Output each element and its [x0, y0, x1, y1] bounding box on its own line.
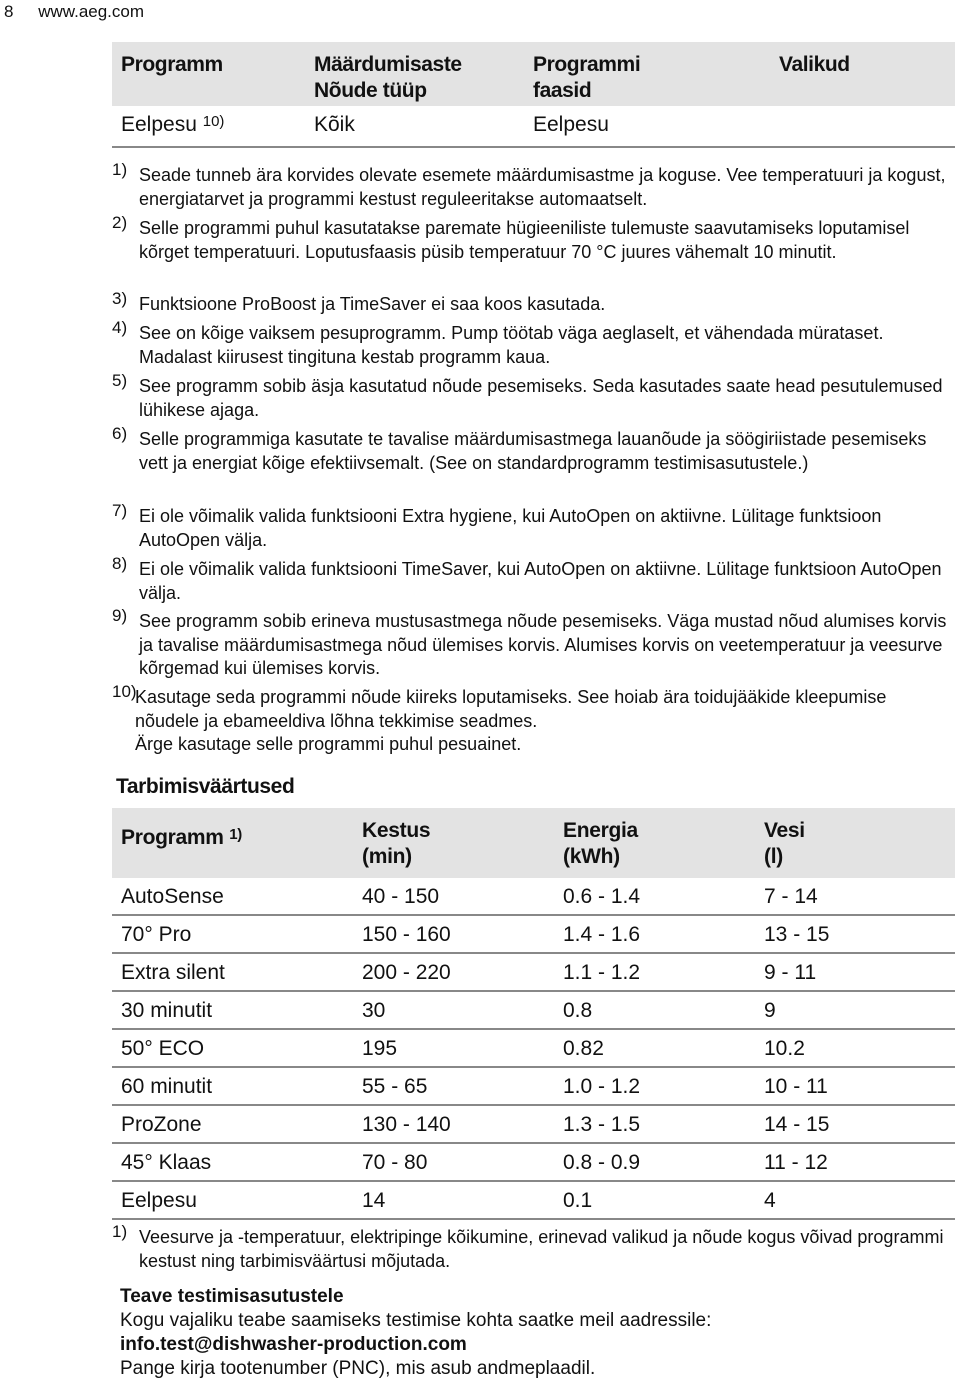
cell-energy: 1.0 - 1.2	[563, 1075, 641, 1098]
consumption-table-header	[112, 808, 955, 878]
table-row	[112, 1144, 955, 1182]
cell-program: Eelpesu $^{10)}$	[121, 113, 225, 136]
cell-water: 9	[764, 999, 776, 1022]
cell-program: 45° Klaas	[121, 1151, 212, 1174]
cell-water: 11 - 12	[764, 1151, 828, 1174]
cell-program: 70° Pro	[121, 923, 192, 946]
cell-program: Extra silent	[121, 961, 225, 984]
consumption-table	[112, 808, 955, 1220]
col-header-program: Programm	[121, 53, 223, 76]
col-header-water: Vesi (l)	[764, 819, 805, 868]
cell-program: AutoSense	[121, 885, 224, 908]
consumption-title: Tarbimisväärtused	[116, 775, 295, 798]
cell-duration: 55 - 65	[362, 1075, 428, 1098]
table-row	[112, 878, 955, 916]
cell-duration: 130 - 140	[362, 1113, 451, 1136]
cell-energy: 0.1	[563, 1189, 593, 1212]
cell-water: 14 - 15	[764, 1113, 830, 1136]
cell-duration: 195	[362, 1037, 398, 1060]
cell-water: 4	[764, 1189, 776, 1212]
table-row	[112, 106, 955, 148]
cell-energy: 1.1 - 1.2	[563, 961, 641, 984]
cell-duration: 70 - 80	[362, 1151, 428, 1174]
cell-program: 60 minutit	[121, 1075, 213, 1098]
testing-info-email[interactable]: info.test@dishwasher-production.com	[120, 1334, 467, 1355]
cell-water: 7 - 14	[764, 885, 818, 908]
table-row	[112, 1106, 955, 1144]
testing-info-line1: Kogu vajaliku teabe saamiseks testimise kohta saatke meil aadressile:	[120, 1310, 712, 1331]
cell-program: 30 minutit	[121, 999, 213, 1022]
cell-energy: 1.3 - 1.5	[563, 1113, 641, 1136]
table-row	[112, 954, 955, 992]
table-row	[112, 1068, 955, 1106]
col-header-program: Programm $^{1)}$	[121, 826, 242, 849]
cell-energy: 0.82	[563, 1037, 604, 1060]
cell-duration: 40 - 150	[362, 885, 440, 908]
cell-phases: Eelpesu	[533, 113, 609, 136]
program-table	[112, 42, 955, 148]
page-header	[4, 2, 144, 22]
col-header-energy: Energia (kWh)	[563, 819, 638, 868]
cell-program: Eelpesu	[121, 1189, 197, 1212]
testing-info-line2: Pange kirja tootenumber (PNC), mis asub andmeplaadil.	[120, 1358, 596, 1379]
cell-program: ProZone	[121, 1113, 202, 1136]
consumption-table-body	[112, 878, 955, 1220]
cell-water: 10 - 11	[764, 1075, 828, 1098]
cell-duration: 150 - 160	[362, 923, 451, 946]
col-header-soil: Määrdumisaste Nõude tüüp	[314, 53, 462, 102]
cell-water: 10.2	[764, 1037, 805, 1060]
cell-water: 9 - 11	[764, 961, 817, 984]
cell-energy: 0.6 - 1.4	[563, 885, 641, 908]
site-url[interactable]: www.aeg.com	[38, 2, 145, 21]
col-header-duration: Kestus (min)	[362, 819, 431, 868]
cell-program: 50° ECO	[121, 1037, 205, 1060]
table-row	[112, 992, 955, 1030]
table-row	[112, 916, 955, 954]
cell-energy: 0.8	[563, 999, 593, 1022]
cell-duration: 30	[362, 999, 386, 1022]
cell-duration: 14	[362, 1189, 386, 1212]
program-table-header	[112, 42, 955, 106]
cell-energy: 1.4 - 1.6	[563, 923, 641, 946]
testing-info-title: Teave testimisasutustele	[120, 1286, 344, 1307]
page-number: 8	[4, 2, 14, 21]
cell-soil: Kõik	[314, 113, 355, 136]
cell-water: 13 - 15	[764, 923, 830, 946]
cell-energy: 0.8 - 0.9	[563, 1151, 641, 1174]
table-row	[112, 1030, 955, 1068]
cell-duration: 200 - 220	[362, 961, 451, 984]
table-row	[112, 1182, 955, 1220]
col-header-options: Valikud	[779, 53, 850, 76]
col-header-phases: Programmi faasid	[533, 53, 641, 102]
